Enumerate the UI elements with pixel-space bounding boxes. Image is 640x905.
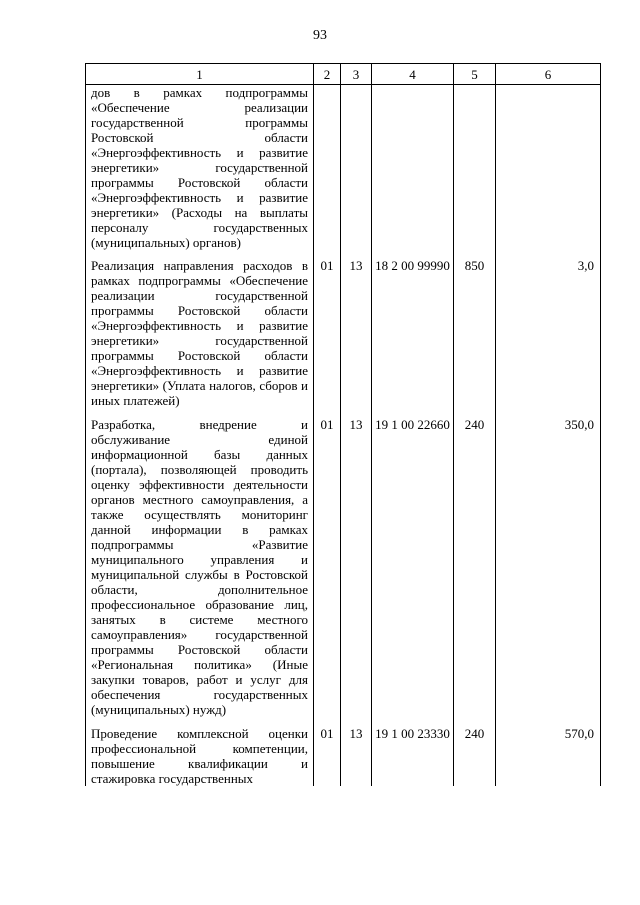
table-row <box>86 250 601 409</box>
table-row <box>86 85 601 251</box>
row-name: Реализация направления расходов в рамках подпрограммы «Обеспечение реализации государственной программы Ростовской области «Энергоэффективность и развитие энергетики» государственной программы Ростовской области «Энергоэффективность и развитие энергетики» (Уплата налогов, сборов и иных платежей) <box>91 258 308 408</box>
rz-cell: 01 <box>314 409 341 718</box>
row-name: Проведение комплексной оценки профессиональной компетенции, повышение квалификации и стажировка государственных <box>91 726 308 786</box>
sum-cell <box>496 85 601 251</box>
vr-cell: 240 <box>454 409 496 718</box>
header-col-3: 3 <box>341 64 372 85</box>
row-name-cell <box>86 85 314 251</box>
vr-cell <box>454 85 496 251</box>
table-body <box>86 85 601 787</box>
header-col-2: 2 <box>314 64 341 85</box>
row-name: Разработка, внедрение и обслуживание единой информационной базы данных (портала), позволяющей проводить оценку эффективности деятельности органов местного самоуправления, а также осуществлять мониторинг данной информации в рамках подпрограммы «Развитие муниципального управления и муниципальной службы в Ростовской области, дополнительное профессиональное образование лиц, занятых в системе местного самоуправления» государственной программы Ростовской области «Региональная политика» (Иные закупки товаров, работ и услуг для обеспечения государственных (муниципальных) нужд) <box>91 417 308 717</box>
header-row <box>86 64 601 85</box>
vr-cell: 240 <box>454 718 496 786</box>
table-row <box>86 409 601 718</box>
csr-cell: 19 1 00 23330 <box>372 718 454 786</box>
pr-cell: 13 <box>341 409 372 718</box>
header-col-6: 6 <box>496 64 601 85</box>
rz-cell: 01 <box>314 250 341 409</box>
header-col-4: 4 <box>372 64 454 85</box>
csr-cell <box>372 85 454 251</box>
row-name-cell <box>86 250 314 409</box>
sum-cell: 570,0 <box>496 718 601 786</box>
page-number: 93 <box>313 28 327 43</box>
row-name: дов в рамках подпрограммы «Обеспечение реализации государственной программы Ростовской области «Энергоэффективность и развитие энергетики» государственной программы Ростовской области «Энергоэффективность и развитие энергетики» (Расходы на выплаты персоналу государственных (муниципальных) органов) <box>91 85 308 250</box>
sum-cell: 3,0 <box>496 250 601 409</box>
rz-cell <box>314 85 341 251</box>
sum-cell: 350,0 <box>496 409 601 718</box>
row-name-cell <box>86 718 314 786</box>
header-col-5: 5 <box>454 64 496 85</box>
rz-cell: 01 <box>314 718 341 786</box>
row-name-cell <box>86 409 314 718</box>
table-header <box>86 64 601 85</box>
csr-cell: 18 2 00 99990 <box>372 250 454 409</box>
csr-cell: 19 1 00 22660 <box>372 409 454 718</box>
pr-cell: 13 <box>341 718 372 786</box>
vr-cell: 850 <box>454 250 496 409</box>
header-col-1: 1 <box>86 64 314 85</box>
pr-cell <box>341 85 372 251</box>
budget-table <box>85 63 601 786</box>
pr-cell: 13 <box>341 250 372 409</box>
table-row <box>86 718 601 786</box>
